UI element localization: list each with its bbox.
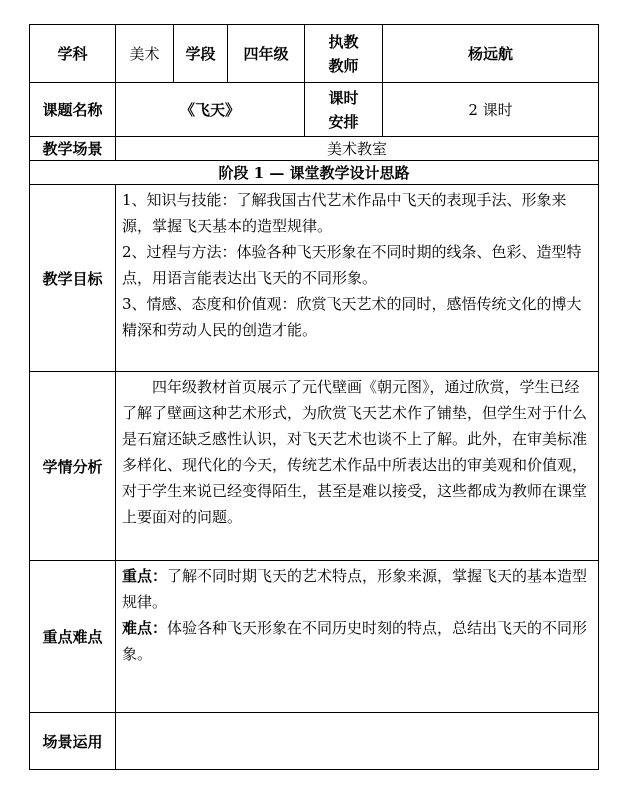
- goal-item: 1、知识与技能：了解我国古代艺术作品中飞天的表现手法、形象来源，掌握飞天基本的造型规律。: [122, 191, 567, 235]
- teacher-label-line1: 执教: [328, 32, 359, 51]
- scene-row: [30, 137, 599, 161]
- analysis-content: [116, 372, 599, 561]
- focus-text: 了解不同时期飞天的艺术特点，形象来源，掌握飞天的基本造型规律。: [122, 567, 588, 611]
- subject-label: 学科: [30, 25, 116, 83]
- topic-row: [30, 83, 599, 137]
- level-label: 学段: [174, 25, 228, 83]
- analysis-label: 学情分析: [30, 372, 116, 561]
- stage-row: [30, 161, 599, 185]
- lesson-plan-table: [29, 24, 599, 770]
- subject-value: 美术: [116, 25, 174, 83]
- keypoints-label: 重点难点: [30, 561, 116, 713]
- schedule-label: [305, 83, 383, 137]
- scene-label: 教学场景: [30, 137, 116, 161]
- difficulty-text: 体验各种飞天形象在不同历史时刻的特点，总结出飞天的不同形象。: [122, 619, 588, 663]
- focus-label: 重点：: [122, 567, 168, 585]
- teacher-label-line2: 教师: [328, 56, 359, 75]
- topic-value: 《飞天》: [116, 83, 305, 137]
- topic-label: 课题名称: [30, 83, 116, 137]
- level-value: 四年级: [228, 25, 305, 83]
- header-row: [30, 25, 599, 83]
- focus-paragraph: [122, 563, 592, 615]
- goals-label: 教学目标: [30, 185, 116, 372]
- teacher-label: [305, 25, 383, 83]
- goal-item: 2、过程与方法：体验各种飞天形象在不同时期的线条、色彩、造型特点，用语言能表达出飞天的不同形象。: [122, 243, 582, 287]
- usage-content: [116, 713, 599, 770]
- analysis-row: [30, 372, 599, 561]
- difficulty-paragraph: [122, 615, 592, 667]
- usage-row: [30, 713, 599, 770]
- goals-content: [116, 185, 599, 372]
- analysis-text: 四年级教材首页展示了元代壁画《朝元图》，通过欣赏，学生已经了解了壁画这种艺术形式，为欣赏飞天艺术作了铺垫，但学生对于什么是石窟还缺乏感性认识，对飞天艺术也谈不上了解。此外，在审美标准多样化、现代化的今天，传统艺术作品中所表达出的审美观和价值观，对于学生来说已经变得陌生，甚至是难以接受，这些都成为教师在课堂上要面对的问题。: [122, 378, 588, 526]
- goals-row: [30, 185, 599, 372]
- schedule-value: 2 课时: [383, 83, 599, 137]
- keypoints-content: [116, 561, 599, 713]
- goal-item: 3、情感、态度和价值观：欣赏飞天艺术的同时，感悟传统文化的博大精深和劳动人民的创造才能。: [122, 295, 582, 339]
- stage-title: 阶段 1 — 课堂教学设计思路: [30, 161, 599, 185]
- schedule-label-line2: 安排: [328, 112, 359, 131]
- usage-label: 场景运用: [30, 713, 116, 770]
- teacher-value: 杨远航: [383, 25, 599, 83]
- scene-value: 美术教室: [116, 137, 599, 161]
- keypoints-row: [30, 561, 599, 713]
- schedule-label-line1: 课时: [328, 88, 359, 107]
- difficulty-label: 难点：: [122, 619, 168, 637]
